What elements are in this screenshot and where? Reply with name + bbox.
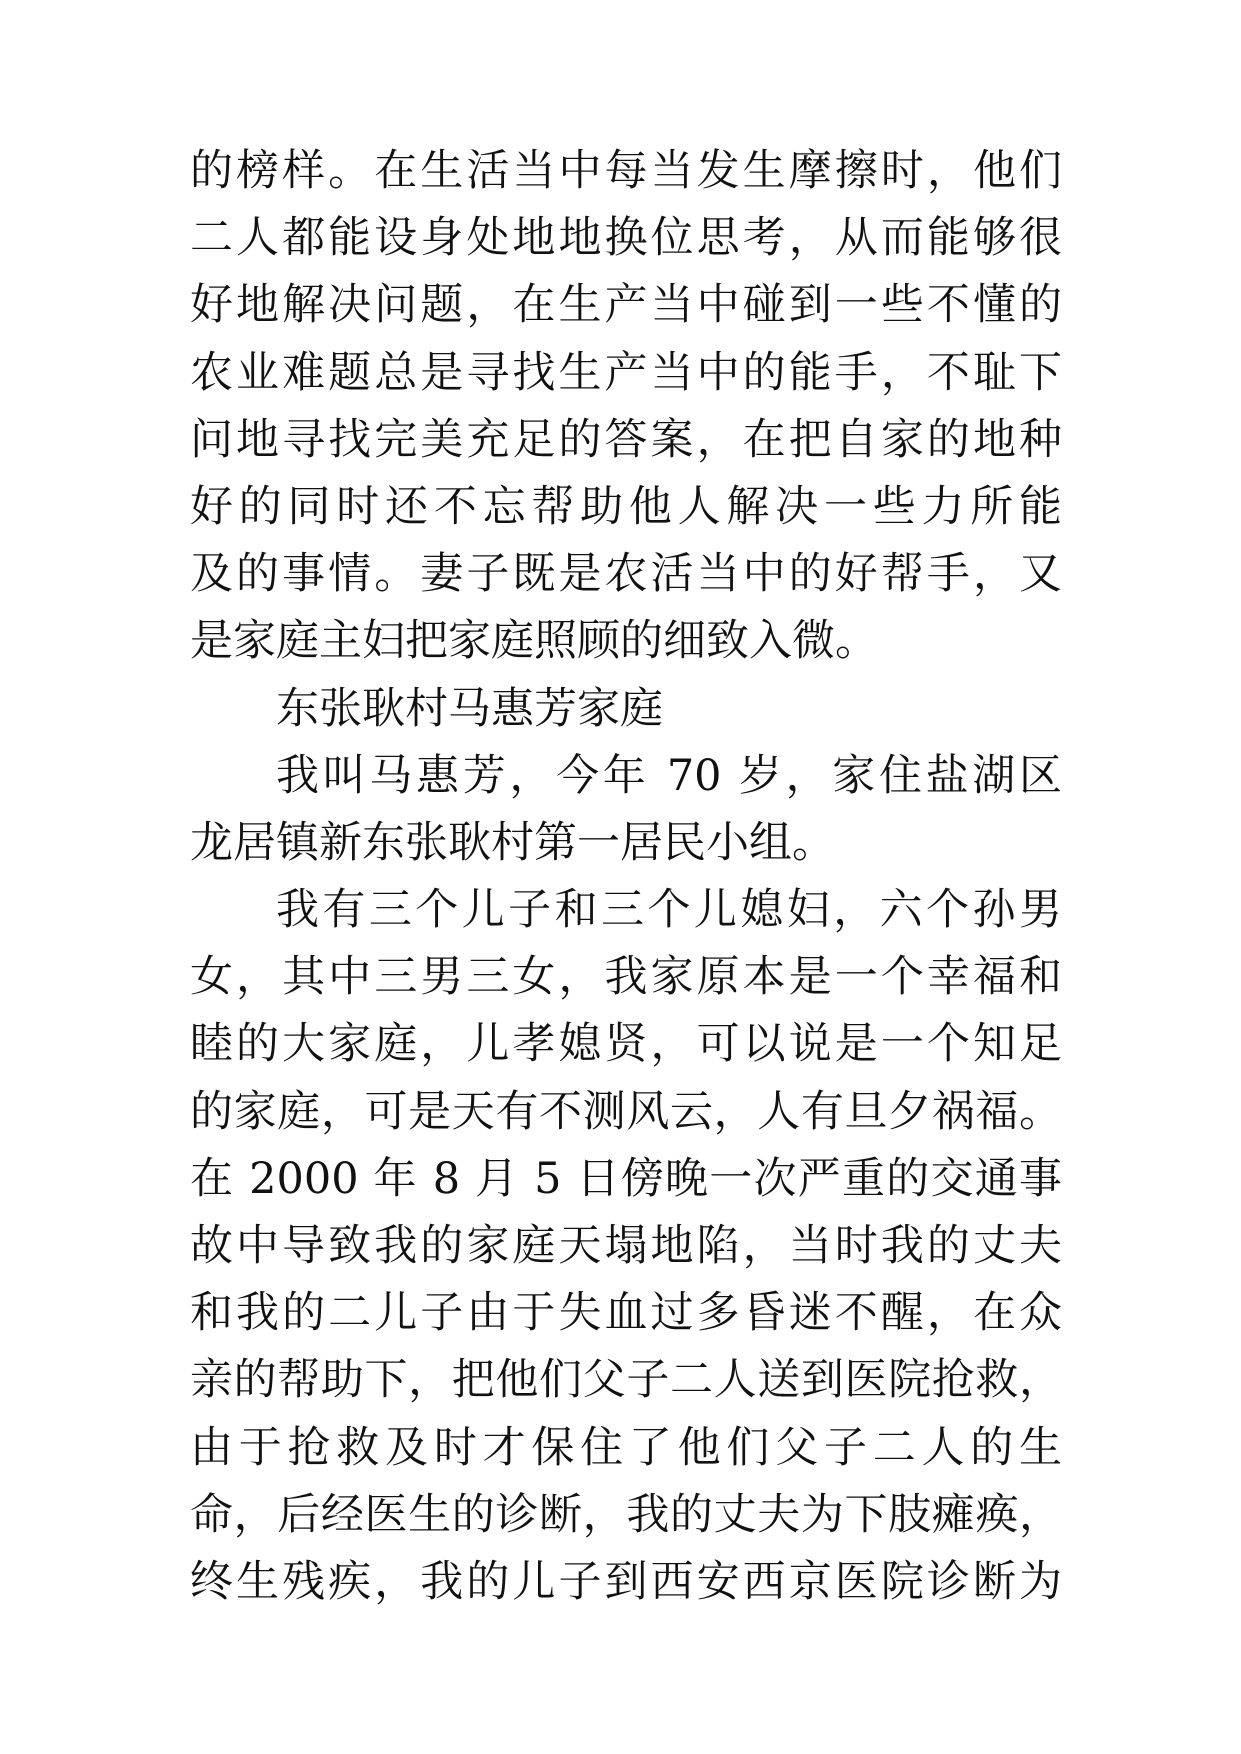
text-line: 我有三个儿子和三个儿媳妇，六个孙男 xyxy=(276,885,1062,936)
text-line: 的榜样。在生活当中每当发生摩擦时，他们 xyxy=(190,146,1062,196)
text-line: 我叫马惠芳，今年 70 岁，家住盐湖区 xyxy=(276,750,1062,801)
text-line: 在 2000 年 8 月 5 日傍晚一次严重的交通事 xyxy=(190,1153,1062,1204)
text-line: 终生残疾，我的儿子到西安西京医院诊断为 xyxy=(190,1556,1062,1607)
text-line: 和我的二儿子由于失血过多昏迷不醒，在众 xyxy=(190,1288,1062,1339)
text-line: 农业难题总是寻找生产当中的能手，不耻下 xyxy=(190,347,1062,398)
section-heading: 东张耿村马惠芳家庭 xyxy=(276,683,663,734)
text-line: 是家庭主妇把家庭照顾的细致入微。 xyxy=(190,616,878,667)
text-line: 由于抢救及时才保住了他们父子二人的生 xyxy=(190,1422,1062,1473)
body-text xyxy=(190,138,1062,1616)
text-line: 故中导致我的家庭天塌地陷，当时我的丈夫 xyxy=(190,1221,1062,1271)
text-line: 龙居镇新东张耿村第一居民小组。 xyxy=(190,817,835,868)
text-line: 二人都能设身处地地换位思考，从而能够很 xyxy=(190,213,1062,264)
text-line: 女，其中三男三女，我家原本是一个幸福和 xyxy=(190,952,1062,1003)
text-line: 好地解决问题，在生产当中碰到一些不懂的 xyxy=(190,280,1062,331)
text-line: 问地寻找完美充足的答案，在把自家的地种 xyxy=(190,414,1062,465)
text-line: 命，后经医生的诊断，我的丈夫为下肢瘫痪， xyxy=(190,1489,1062,1540)
text-line: 的家庭，可是天有不测风云，人有旦夕祸福。 xyxy=(190,1086,1062,1137)
text-line: 好的同时还不忘帮助他人解决一些力所能 xyxy=(190,481,1062,532)
text-line: 睦的大家庭，儿孝媳贤，可以说是一个知足 xyxy=(190,1019,1062,1070)
text-line: 及的事情。妻子既是农活当中的好帮手，又 xyxy=(190,549,1062,600)
text-line: 亲的帮助下，把他们父子二人送到医院抢救， xyxy=(190,1355,1062,1406)
